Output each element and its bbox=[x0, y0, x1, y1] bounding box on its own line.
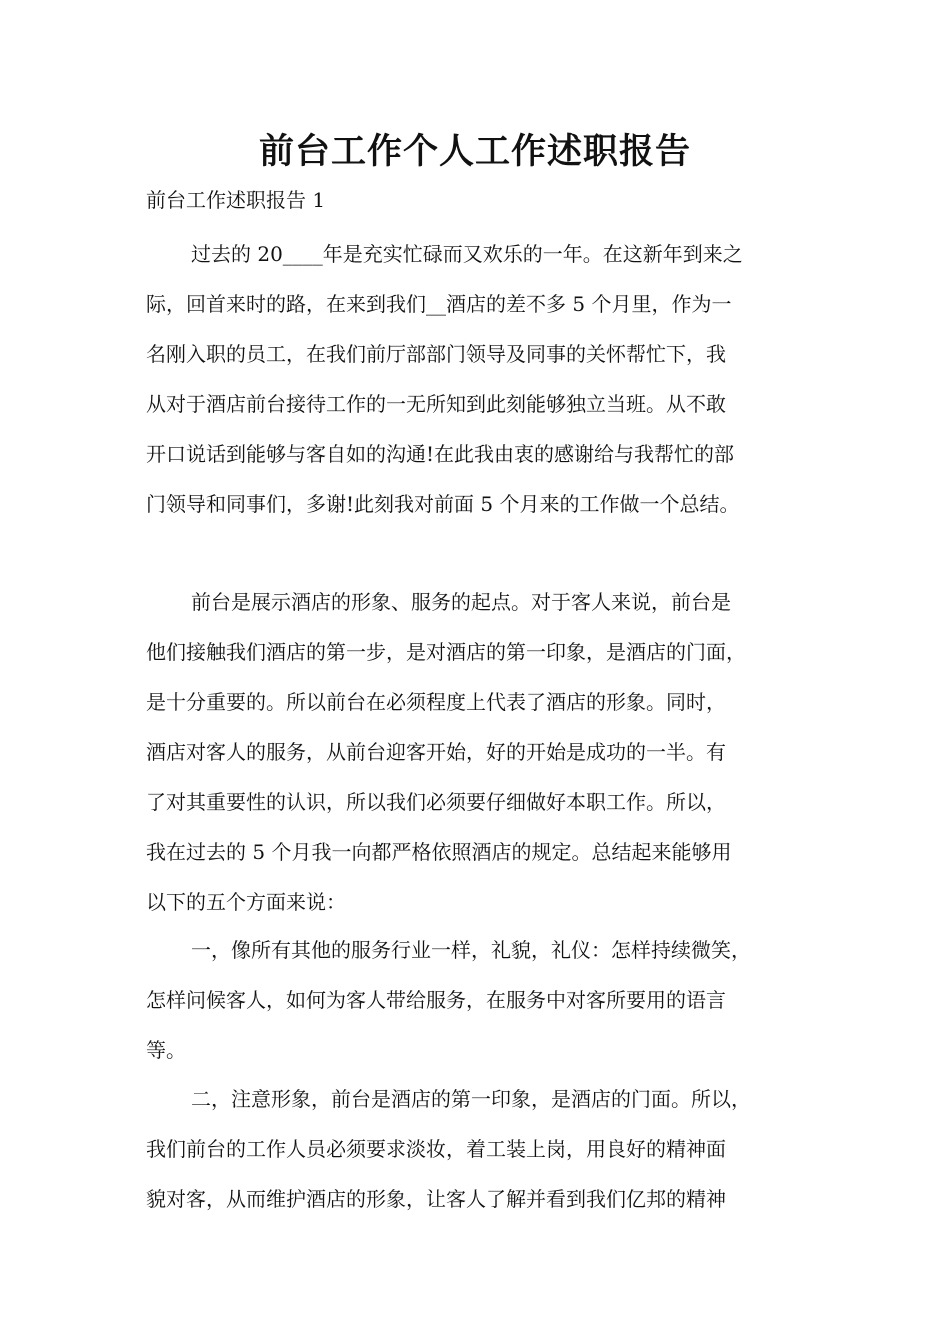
paragraph-line: 酒店对客人的服务，从前台迎客开始，好的开始是成功的一半。有 bbox=[146, 740, 726, 764]
paragraph-line: 一，像所有其他的服务行业一样，礼貌，礼仪：怎样持续微笑， bbox=[191, 938, 751, 962]
paragraph-4 bbox=[146, 1074, 818, 1224]
paragraph-line: 门领导和同事们，多谢!此刻我对前面 5 个月来的工作做一个总结。 bbox=[146, 492, 740, 516]
paragraph-line: 际，回首来时的路，在来到我们__酒店的差不多 5 个月里，作为一 bbox=[146, 292, 732, 316]
paragraph-line: 过去的 20____年是充实忙碌而又欢乐的一年。在这新年到来之 bbox=[191, 242, 743, 266]
paragraph-line: 是十分重要的。所以前台在必须程度上代表了酒店的形象。同时， bbox=[146, 690, 726, 714]
paragraph-line: 我在过去的 5 个月我一向都严格依照酒店的规定。总结起来能够用 bbox=[146, 840, 732, 864]
paragraph-line: 前台是展示酒店的形象、服务的起点。对于客人来说，前台是 bbox=[191, 590, 731, 614]
paragraph-1 bbox=[146, 229, 818, 529]
paragraph-line: 等。 bbox=[146, 1038, 186, 1062]
paragraph-line: 以下的五个方面来说： bbox=[146, 890, 346, 914]
paragraph-line: 名刚入职的员工，在我们前厅部部门领导及同事的关怀帮忙下，我 bbox=[146, 342, 726, 366]
paragraph-line: 了对其重要性的认识，所以我们必须要仔细做好本职工作。所以， bbox=[146, 790, 726, 814]
paragraph-2 bbox=[146, 577, 818, 927]
paragraph-line: 貌对客，从而维护酒店的形象，让客人了解并看到我们亿邦的精神 bbox=[146, 1187, 726, 1211]
paragraph-line: 他们接触我们酒店的第一步，是对酒店的第一印象，是酒店的门面， bbox=[146, 640, 746, 664]
paragraph-3 bbox=[146, 925, 818, 1075]
paragraph-line: 怎样问候客人，如何为客人带给服务，在服务中对客所要用的语言 bbox=[146, 988, 726, 1012]
document-title: 前台工作个人工作述职报告 bbox=[258, 131, 691, 172]
paragraph-line: 开口说话到能够与客自如的沟通!在此我由衷的感谢给与我帮忙的部 bbox=[146, 442, 735, 466]
paragraph-line: 我们前台的工作人员必须要求淡妆，着工装上岗，用良好的精神面 bbox=[146, 1137, 726, 1161]
paragraph-line: 二，注意形象，前台是酒店的第一印象，是酒店的门面。所以， bbox=[191, 1087, 751, 1111]
paragraph-line: 从对于酒店前台接待工作的一无所知到此刻能够独立当班。从不敢 bbox=[146, 392, 726, 416]
document-subtitle: 前台工作述职报告 1 bbox=[146, 188, 326, 212]
